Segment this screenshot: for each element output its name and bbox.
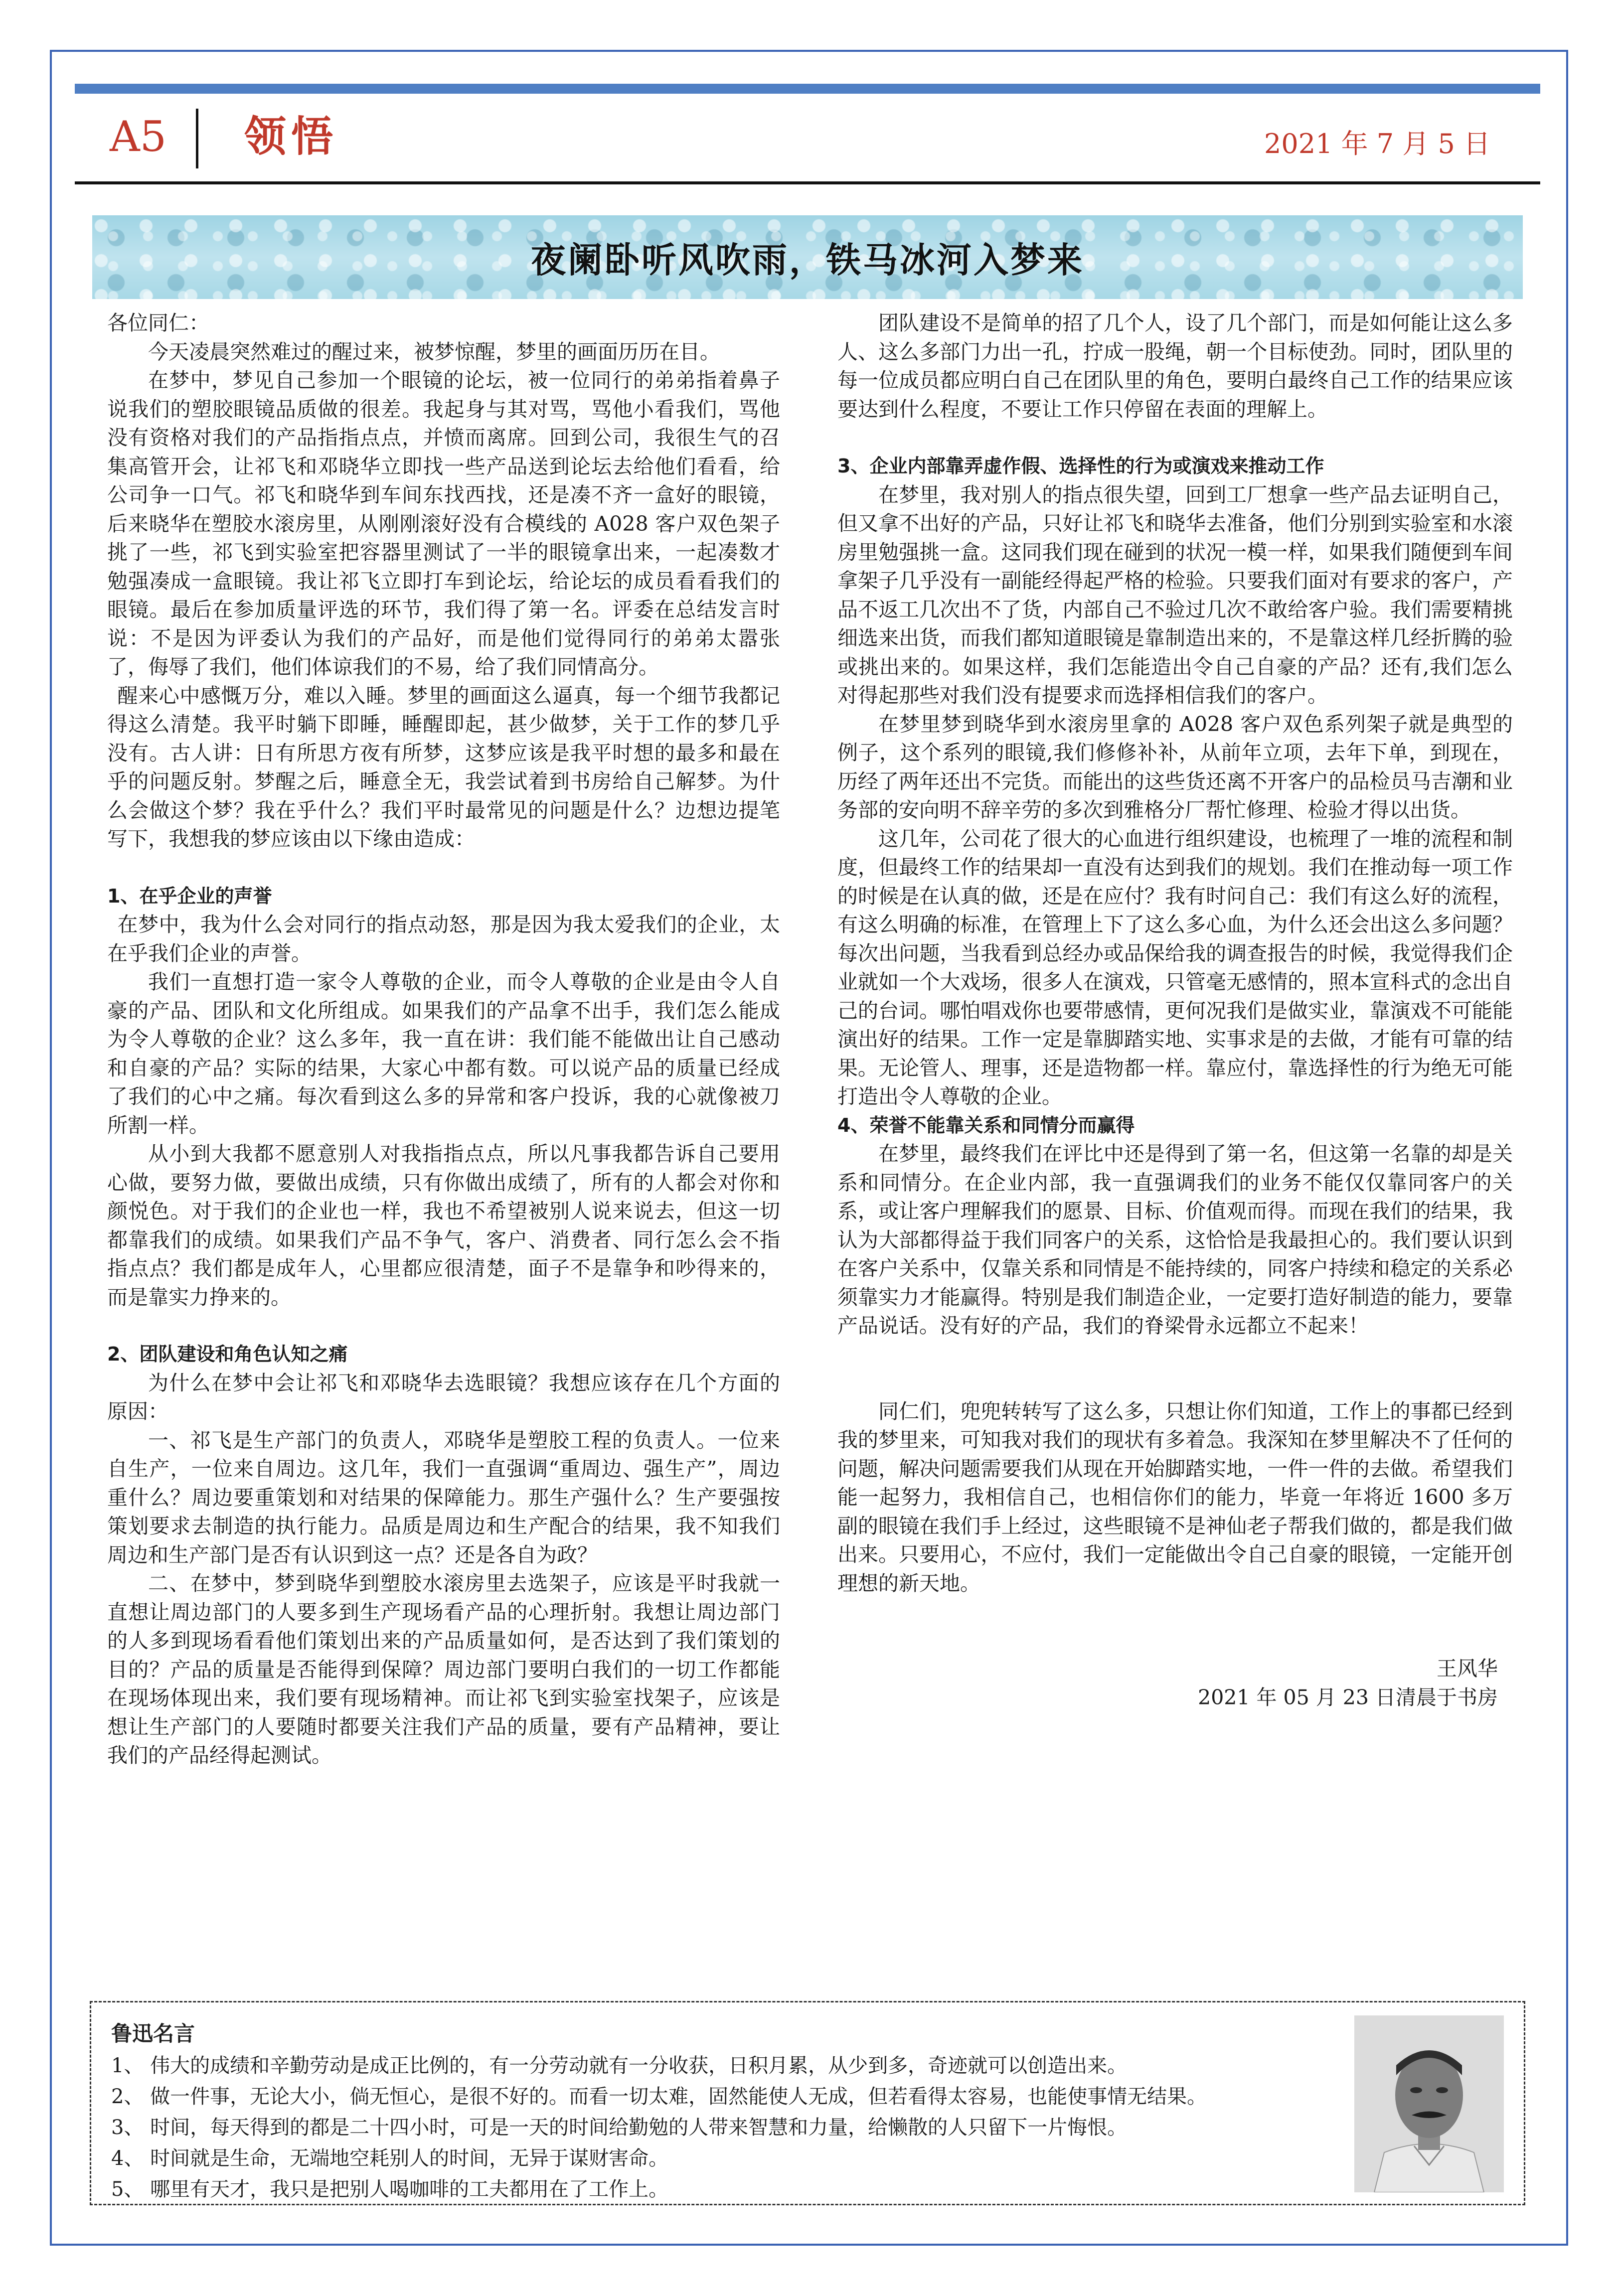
quotes-title: 鲁迅名言 <box>111 2021 195 2046</box>
paragraph-gap <box>107 854 780 882</box>
paragraph: 在梦里，最终我们在评比中还是得到了第一名，但这第一名靠的却是关系和同情分。在企业内部，我一直强调我们的业务不能仅仅靠同客户的关系，或让客户理解我们的愿景、目标、价值观而得。而现在我们的结果，我认为大部都得益于我们同客户的关系，这恰恰是我最担心的。我们要认识到在客户关系中，仅靠关系和同情是不能持续的，同客户持续和稳定的关系必须靠实力才能赢得。特别是我们制造企业，一定要打造好制造的能力，要靠产品说话。没有好的产品，我们的脊梁骨永远都立不起来！ <box>837 1142 1513 1338</box>
portrait-image <box>1354 2015 1504 2192</box>
paragraph: 在梦中，我为什么会对同行的指点动怒，那是因为我太爱我们的企业，太在乎我们企业的声誉。 <box>107 913 780 965</box>
article-right-column <box>837 309 1513 1712</box>
paragraph: 醒来心中感慨万分，难以入睡。梦里的画面这么逼真，每一个细节我都记得这么清楚。我平时躺下即睡，睡醒即起，甚少做梦，关于工作的梦几乎没有。古人讲：日有所思方夜有所梦，这梦应该是我平时想的最多和最在乎的问题反射。梦醒之后，睡意全无，我尝试着到书房给自己解梦。为什么会做这个梦？我在乎什么？我们平时最常见的问题是什么？边想边提笔写下，我想我的梦应该由以下缘由造成： <box>107 683 780 851</box>
paragraph: 团队建设不是简单的招了几个人，设了几个部门，而是如何能让这么多人、这么多部门力出一孔，拧成一股绳，朝一个目标使劲。同时，团队里的每一位成员都应明白自己在团队里的角色，要明白最终自己工作的结果应该要达到什么程度，不要让工作只停留在表面的理解上。 <box>837 311 1513 421</box>
section-heading: 4、荣誉不能靠关系和同情分而赢得 <box>837 1114 1135 1136</box>
quote-item: 5、 哪里有天才，我只是把别人喝咖啡的工夫都用在了工作上。 <box>111 2178 669 2201</box>
portrait-photo <box>1354 2015 1504 2192</box>
paragraph: 在梦里梦到晓华到水滚房里拿的 A028 客户双色系列架子就是典型的例子，这个系列的眼镜,我们修修补补，从前年立项，去年下单，到现在，历经了两年还出不完货。而能出的这些货还离不开客户的品检员马吉潮和业务部的安向明不辞辛劳的多次到雅格分厂帮忙修理、检验才得以出货。 <box>837 712 1513 822</box>
paragraph: 我们一直想打造一家令人尊敬的企业，而令人尊敬的企业是由令人自豪的产品、团队和文化所组成。如果我们的产品拿不出手，我们怎么能成为令人尊敬的企业？这么多年，我一直在讲：我们能不能做出让自己感动和自豪的产品？实际的结果，大家心中都有数。可以说产品的质量已经成了我们的心中之痛。每次看到这么多的异常和客户投诉，我的心就像被刀所割一样。 <box>107 970 780 1137</box>
quote-item: 2、 做一件事，无论大小，倘无恒心，是很不好的。而看一切太难，固然能使人无成，但若看得太容易，也能使事情无结果。 <box>111 2085 1207 2108</box>
paragraph-gap <box>107 1312 780 1340</box>
article-title: 夜阑卧听风吹雨，铁马冰河入梦来 <box>531 239 1084 281</box>
quote-item: 1、 伟大的成绩和辛勤劳动是成正比例的，有一分劳动就有一分收获，日积月累，从少到多，奇迹就可以创造出来。 <box>111 2054 1128 2077</box>
paragraph: 同仁们，兜兜转转写了这么多，只想让你们知道，工作上的事都已经到我的梦里来，可知我对我们的现状有多着急。我深知在梦里解决不了任何的问题，解决问题需要我们从现在开始脚踏实地，一件一件的去做。希望我们能一起努力，我相信自己，也相信你们的能力，毕竟一年将近 1600 多万副的眼镜在我们手上经过，这些眼镜不是神仙老子帮我们做的，都是我们做出来。只要用心，不应付，我们一定能做出令自己自豪的眼镜，一定能开创理想的新天地。 <box>837 1399 1513 1595</box>
paragraph: 二、在梦中，梦到晓华到塑胶水滚房里去选架子，应该是平时我就一直想让周边部门的人要多到生产现场看产品的心理折射。我想让周边部门的人多到现场看看他们策划出来的产品质量如何，是否达到了我们策划的目的？产品的质量是否能得到保障？周边部门要明白我们的一切工作都能在现场体现出来，我们要有现场精神。而让祁飞到实验室找架子，应该是想让生产部门的人要随时都要关注我们产品的质量，要有产品精神，要让我们的产品经得起测试。 <box>107 1571 780 1767</box>
issue-date: 2021 年 7 月 5 日 <box>1264 128 1490 159</box>
header-rule <box>75 181 1540 184</box>
paragraph-gap <box>837 1341 1513 1369</box>
section-heading: 3、企业内部靠弄虚作假、选择性的行为或演戏来推动工作 <box>837 455 1324 477</box>
paragraph: 一、祁飞是生产部门的负责人，邓晓华是塑胶工程的负责人。一位来自生产，一位来自周边。这几年，我们一直强调“重周边、强生产”，周边重什么？周边要重策划和对结果的保障能力。那生产强什么？生产要强按策划要求去制造的执行能力。品质是周边和生产配合的结果，我不知我们周边和生产部门是否有认识到这一点？还是各自为政？ <box>107 1428 780 1567</box>
quotes-list <box>111 2050 1387 2205</box>
paragraph: 在梦中，梦见自己参加一个眼镜的论坛，被一位同行的弟弟指着鼻子说我们的塑胶眼镜品质做的很差。我起身与其对骂，骂他小看我们，骂他没有资格对我们的产品指指点点，并愤而离席。回到公司，我很生气的召集高管开会，让祁飞和邓晓华立即找一些产品送到论坛去给他们看看，给公司争一口气。祁飞和晓华到车间东找西找，还是凑不齐一盒好的眼镜，后来晓华在塑胶水滚房里，从刚刚滚好没有合模线的 A028 客户双色架子挑了一些，祁飞到实验室把容器里测试了一半的眼镜拿出来，一起凑数才勉强凑成一盒眼镜。我让祁飞立即打车到论坛，给论坛的成员看看我们的眼镜。最后在参加质量评选的环节，我们得了第一名。评委在总结发言时说：不是因为评委认为我们的产品好，而是他们觉得同行的弟弟太嚣张了，侮辱了我们，他们体谅我们的不易，给了我们同情高分。 <box>107 368 780 679</box>
section-title: 领悟 <box>244 112 338 161</box>
section-heading: 2、团队建设和角色认知之痛 <box>107 1343 348 1365</box>
page-number-label: A5 <box>110 112 167 161</box>
signature-line: 王风华 <box>1437 1657 1498 1681</box>
paragraph-gap <box>837 424 1513 452</box>
quotes-box <box>90 2001 1525 2205</box>
header-divider <box>196 109 198 168</box>
article-title-banner <box>92 215 1523 299</box>
paragraph: 在梦里，我对别人的指点很失望，回到工厂想拿一些产品去证明自己，但又拿不出好的产品，只好让祁飞和晓华去准备，他们分别到实验室和水滚房里勉强挑一盒。这同我们现在碰到的状况一模一样，如果我们随便到车间拿架子几乎没有一副能经得起严格的检验。只要我们面对有要求的客户，产品不返工几次出不了货，内部自己不验过几次不敢给客户验。我们需要精挑细选来出货，而我们都知道眼镜是靠制造出来的，不是靠这样几经折腾的验或挑出来的。如果这样，我们怎能造出令自己自豪的产品？还有,我们怎么对得起那些对我们没有提要求而选择相信我们的客户。 <box>837 482 1513 707</box>
header-top-bar <box>75 84 1540 94</box>
paragraph: 为什么在梦中会让祁飞和邓晓华去选眼镜？我想应该存在几个方面的原因： <box>107 1371 780 1423</box>
quote-item: 3、 时间，每天得到的都是二十四小时，可是一天的时间给勤勉的人带来智慧和力量，给懒散的人只留下一片悔恨。 <box>111 2116 1128 2139</box>
paragraph-gap <box>837 1598 1513 1626</box>
article-left-column <box>107 309 780 1770</box>
signature-line: 2021 年 05 月 23 日清晨于书房 <box>1198 1685 1498 1709</box>
quote-item: 4、 时间就是生命，无端地空耗别人的时间，无异于谋财害命。 <box>111 2147 669 2170</box>
section-heading: 1、在乎企业的声誉 <box>107 885 272 907</box>
paragraph: 这几年，公司花了很大的心血进行组织建设，也梳理了一堆的流程和制度，但最终工作的结果却一直没有达到我们的规划。我们在推动每一项工作的时候是在认真的做，还是在应付？我有时问自己：我们有这么好的流程，有这么明确的标准，在管理上下了这么多心血，为什么还会出这么多问题？每次出问题，当我看到总经办或品保给我的调查报告的时候，我觉得我们企业就如一个大戏场，很多人在演戏，只管毫无感情的，照本宣科式的念出自己的台词。哪怕唱戏你也要带感情，更何况我们是做实业，靠演戏不可能能演出好的结果。工作一定是靠脚踏实地、实事求是的去做，才能有可靠的结果。无论管人、理事，还是造物都一样。靠应付，靠选择性的行为绝无可能打造出令人尊敬的企业。 <box>837 826 1513 1108</box>
paragraph: 各位同仁： <box>107 311 209 335</box>
paragraph-gap <box>837 1369 1513 1397</box>
paragraph-gap <box>837 1626 1513 1655</box>
paragraph: 今天凌晨突然难过的醒过来，被梦惊醒，梦里的画面历历在目。 <box>148 339 720 364</box>
paragraph: 从小到大我都不愿意别人对我指指点点，所以凡事我都告诉自己要用心做，要努力做，要做出成绩，只有你做出成绩了，所有的人都会对你和颜悦色。对于我们的企业也一样，我也不希望被别人说来说去，但这一切都靠我们的成绩。如果我们产品不争气，客户、消费者、同行怎么会不指指点点？我们都是成年人，心里都应很清楚，面子不是靠争和吵得来的，而是靠实力挣来的。 <box>107 1142 780 1309</box>
